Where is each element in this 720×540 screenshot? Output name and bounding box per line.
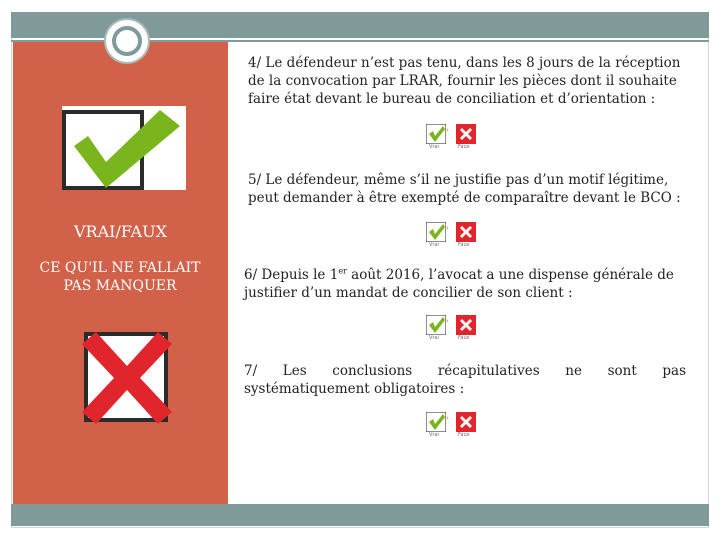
faux-label: Faux xyxy=(458,335,470,341)
arrow-icon: › xyxy=(446,414,449,422)
question-5 xyxy=(248,171,688,207)
vrai-check-icon[interactable] xyxy=(426,222,446,242)
sidebar-subtitle xyxy=(20,259,220,295)
faux-label: Faux xyxy=(458,144,470,150)
question-7-line2: systématiquement obligatoires : xyxy=(244,381,465,397)
question-4 xyxy=(248,54,688,108)
bottom-bar xyxy=(11,504,709,526)
question-5-line2: peut demander à être exempté de comparaître devant le BCO : xyxy=(248,190,681,206)
red-x-in-box-icon xyxy=(80,330,174,426)
ring-inner xyxy=(112,26,142,56)
faux-cross-icon[interactable] xyxy=(456,222,476,242)
vrai-check-icon[interactable] xyxy=(426,315,446,335)
question-6-line1 xyxy=(244,266,688,284)
question-4-line3: faire état devant le bureau de conciliation et d’orientation : xyxy=(248,91,656,107)
vrai-label: Vrai xyxy=(429,144,439,150)
faux-cross-icon[interactable] xyxy=(456,412,476,432)
question-5-line1: 5/ Le défendeur, même s’il ne justifie pas d’un motif légitime, xyxy=(248,172,669,188)
vrai-check-icon[interactable] xyxy=(426,412,446,432)
vrai-check-icon[interactable] xyxy=(426,124,446,144)
answer-toggle-q4[interactable] xyxy=(426,124,476,152)
green-checkmark-in-box-icon xyxy=(62,106,186,190)
faux-cross-icon[interactable] xyxy=(456,124,476,144)
question-4-line2: de la convocation par LRAR, fournir les pièces dont il souhaite xyxy=(248,73,677,89)
faux-label: Faux xyxy=(458,432,470,438)
arrow-icon: › xyxy=(446,317,449,325)
question-6 xyxy=(244,266,688,302)
question-7-line1: 7/ Les conclusions récapitulatives ne sont pas xyxy=(244,363,686,379)
faux-label: Faux xyxy=(458,242,470,248)
vrai-label: Vrai xyxy=(429,335,439,341)
answer-toggle-q6[interactable] xyxy=(426,315,476,343)
sidebar-subtitle-line2: PAS MANQUER xyxy=(63,278,177,294)
faux-cross-icon[interactable] xyxy=(456,315,476,335)
question-4-line1: 4/ Le défendeur n’est pas tenu, dans les 8 jours de la réception xyxy=(248,55,681,71)
answer-toggle-q7[interactable] xyxy=(426,412,476,440)
arrow-icon: › xyxy=(446,224,449,232)
answer-toggle-q5[interactable] xyxy=(426,222,476,250)
question-7 xyxy=(244,362,686,398)
sidebar-subtitle-line1: CE QU'IL NE FALLAIT xyxy=(39,260,201,276)
vrai-label: Vrai xyxy=(429,432,439,438)
arrow-icon: › xyxy=(446,126,449,134)
vrai-label: Vrai xyxy=(429,242,439,248)
ring-icon xyxy=(104,18,150,64)
question-6-line1-start: 6/ Depuis le 1 xyxy=(244,267,339,283)
question-6-sup: er xyxy=(338,266,347,276)
question-6-line2: justifier d’un mandat de concilier de son client : xyxy=(244,285,573,301)
question-6-line1-end: août 2016, l’avocat a une dispense générale de xyxy=(346,267,674,283)
sidebar-title: VRAI/FAUX xyxy=(73,222,167,241)
